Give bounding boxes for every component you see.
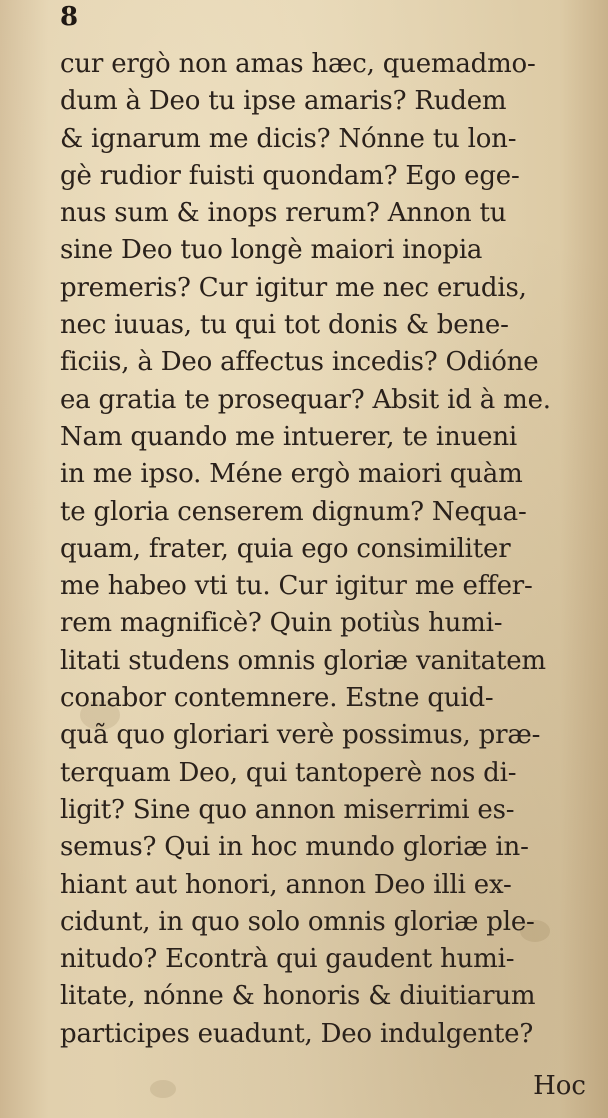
text-line: te gloria censerem dignum? Nequa- bbox=[60, 496, 527, 527]
text-line: nitudo? Econtrà qui gaudent humi- bbox=[60, 944, 515, 975]
text-line: quã quo gloriari verè possimus, præ- bbox=[60, 720, 541, 751]
text-line: semus? Qui in hoc mundo gloriæ in- bbox=[60, 832, 529, 863]
paper-stain bbox=[150, 1080, 176, 1098]
text-line: ligit? Sine quo annon miserrimi es- bbox=[60, 794, 515, 825]
text-line: participes euadunt, Deo indulgente? bbox=[60, 1018, 534, 1049]
text-line: Nam quando me intuerer, te inueni bbox=[60, 421, 517, 452]
text-line: litate, nónne & honoris & diuitiarum bbox=[60, 981, 536, 1012]
text-line: ficiis, à Deo affectus incedis? Odióne bbox=[60, 347, 539, 378]
text-line: nec iuuas, tu qui tot donis & bene- bbox=[60, 310, 509, 341]
text-line: premeris? Cur igitur me nec erudis, bbox=[60, 272, 527, 303]
catchword: Hoc bbox=[533, 1071, 586, 1101]
text-line: gè rudior fuisti quondam? Ego ege- bbox=[60, 160, 520, 191]
text-line: quam, frater, quia ego consimiliter bbox=[60, 533, 511, 564]
text-line: dum à Deo tu ipse amaris? Rudem bbox=[60, 86, 507, 117]
text-line: cidunt, in quo solo omnis gloriæ ple- bbox=[60, 906, 535, 937]
text-line: litati studens omnis gloriæ vanitatem bbox=[60, 645, 546, 676]
text-line: nus sum & inops rerum? Annon tu bbox=[60, 198, 507, 229]
text-line: in me ipso. Méne ergò maiori quàm bbox=[60, 459, 523, 490]
text-line: hiant aut honori, annon Deo illi ex- bbox=[60, 869, 512, 900]
text-line: & ignarum me dicis? Nónne tu lon- bbox=[60, 123, 517, 154]
text-line: sine Deo tuo longè maiori inopia bbox=[60, 235, 483, 266]
text-line: conabor contemnere. Estne quid- bbox=[60, 683, 494, 714]
text-line: rem magnificè? Quin potiùs humi- bbox=[60, 608, 503, 639]
body-text bbox=[60, 46, 588, 1053]
text-line: terquam Deo, qui tantoperè nos di- bbox=[60, 757, 517, 788]
text-line: me habeo vti tu. Cur igitur me effer- bbox=[60, 571, 533, 602]
text-line: cur ergò non amas hæc, quemadmo- bbox=[60, 49, 536, 79]
page-number: 8 bbox=[60, 2, 79, 32]
text-line: ea gratia te prosequar? Absit id à me. bbox=[60, 384, 551, 415]
